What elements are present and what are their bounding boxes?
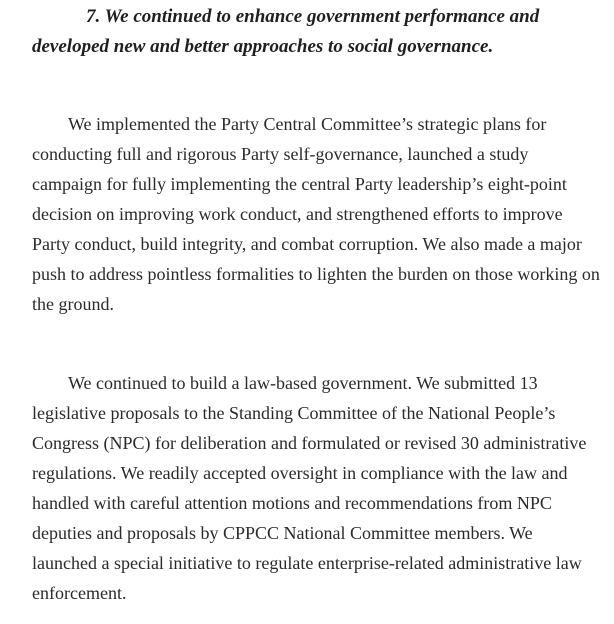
document-body [32, 0, 602, 608]
paragraph-law-based-government: We continued to build a law-based government. We submitted 13 legislative proposals to the Standing Committee of the National People’s Congress (NPC) for deliberation and formulated or revised 30 administrative regulations. We readily accepted oversight in compliance with the law and handled with careful attention motions and recommendations from NPC deputies and proposals by CPPCC National Committee members. We launched a special initiative to regulate enterprise-related administrative law enforcement. [32, 373, 587, 603]
paragraph-party-governance: We implemented the Party Central Committee’s strategic plans for conducting full and rigorous Party self-governance, launched a study campaign for fully implementing the central Party leadership’s eight-point decision on improving work conduct, and strengthened efforts to improve Party conduct, build integrity, and combat corruption. We also made a major push to address pointless formalities to lighten the burden on those working on the ground. [32, 114, 600, 314]
section-heading: 7. We continued to enhance government performance and developed new and better approaches to social governance. [32, 6, 540, 57]
